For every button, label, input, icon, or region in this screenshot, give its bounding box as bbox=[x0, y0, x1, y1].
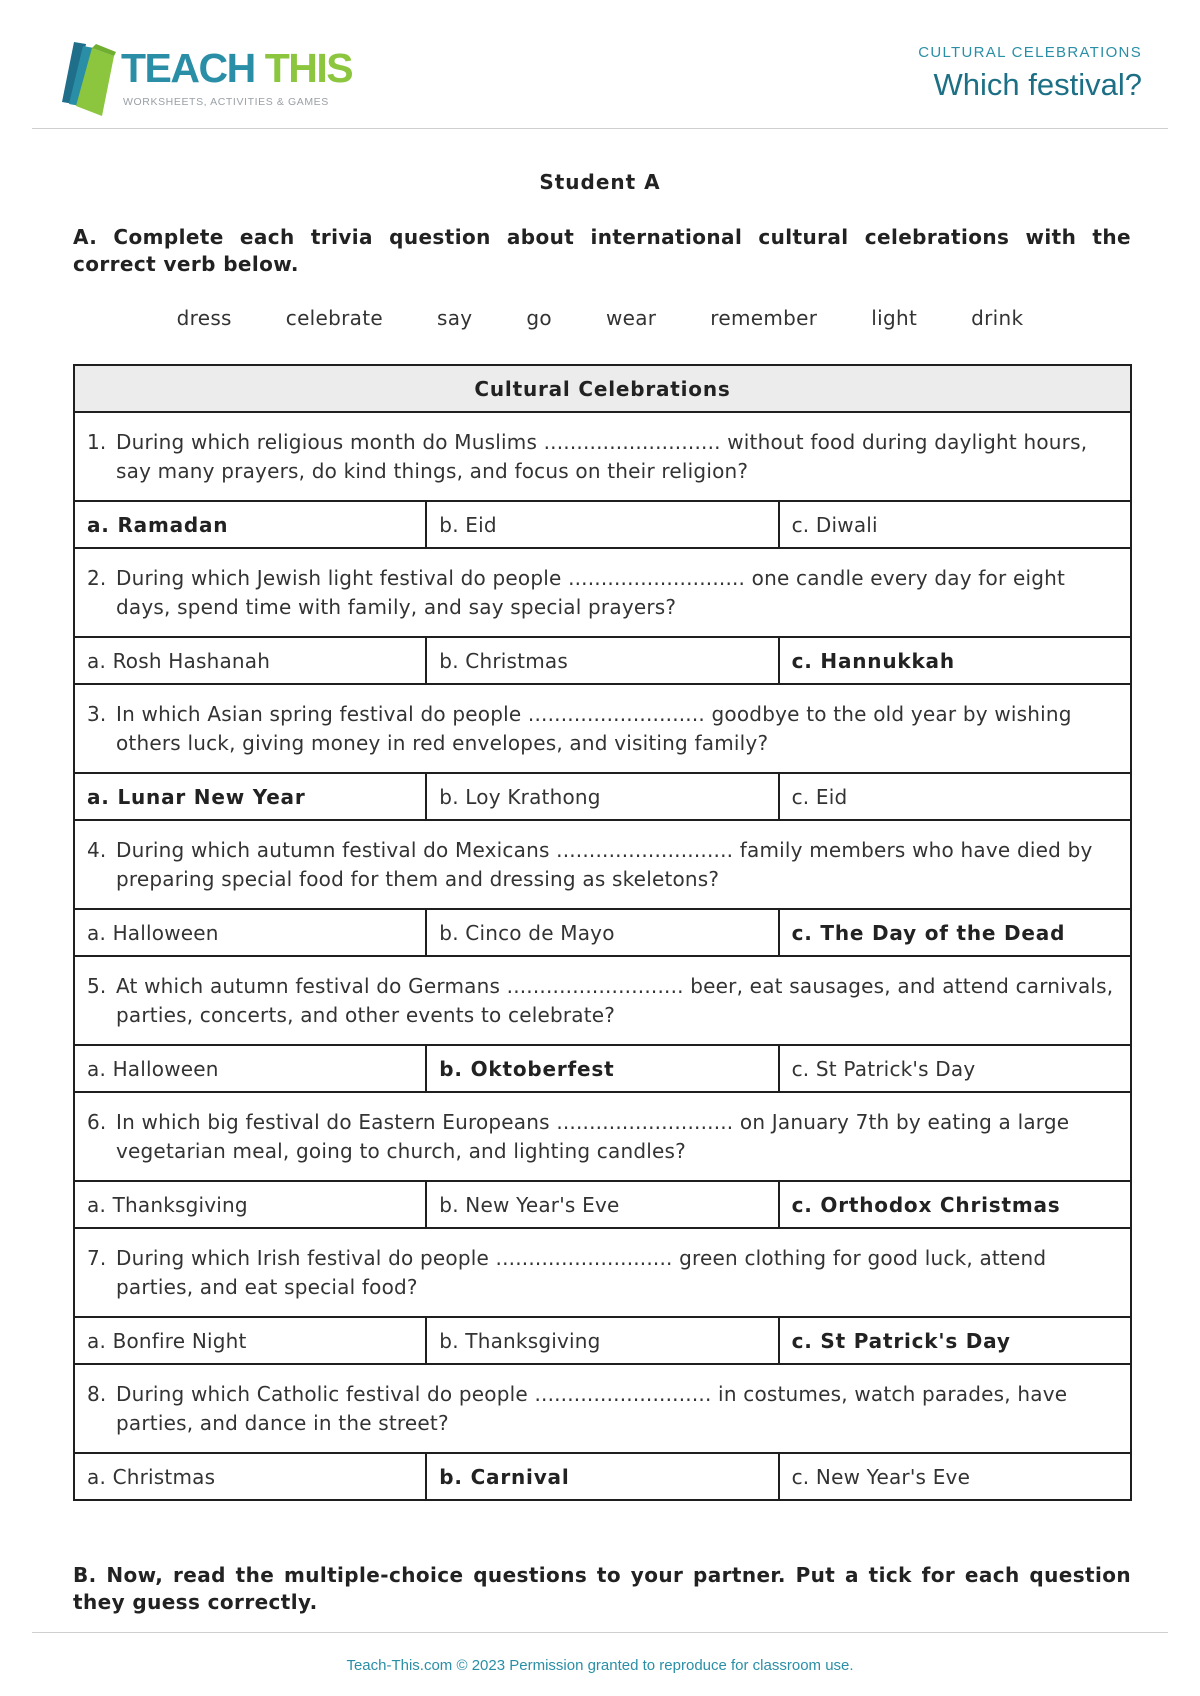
header-title-block bbox=[918, 44, 1142, 103]
book-logo-icon bbox=[56, 36, 118, 116]
answer-option-correct: b. Oktoberfest bbox=[426, 1045, 778, 1092]
answer-option: c. Eid bbox=[779, 773, 1131, 820]
options-row bbox=[74, 637, 1131, 684]
question-row bbox=[74, 684, 1131, 773]
question-text: During which autumn festival do Mexicans ........................... family members who have died by preparing special food for them and dressing as skeletons? bbox=[116, 837, 1093, 891]
teach-this-logo[interactable] bbox=[56, 36, 386, 116]
question-row bbox=[74, 1228, 1131, 1317]
options-row bbox=[74, 909, 1131, 956]
question-cell bbox=[74, 956, 1131, 1045]
question-text: At which autumn festival do Germans ........................... beer, eat sausages, and attend carnivals, parties, concerts, and other events to celebrate? bbox=[116, 973, 1114, 1027]
options-row bbox=[74, 501, 1131, 548]
answer-option: b. New Year's Eve bbox=[426, 1181, 778, 1228]
student-label: Student A bbox=[539, 170, 661, 194]
answer-option: b. Eid bbox=[426, 501, 778, 548]
question-number: 2. bbox=[87, 565, 107, 590]
answer-option: c. New Year's Eve bbox=[779, 1453, 1131, 1500]
answer-option: a. Thanksgiving bbox=[74, 1181, 426, 1228]
answer-option: a. Christmas bbox=[74, 1453, 426, 1500]
answer-option: a. Halloween bbox=[74, 1045, 426, 1092]
answer-option: a. Rosh Hashanah bbox=[74, 637, 426, 684]
question-text: During which Jewish light festival do people ........................... one candle every day for eight days, spend time with family, and say special prayers? bbox=[116, 565, 1066, 619]
question-number: 1. bbox=[87, 429, 107, 454]
options-row bbox=[74, 1045, 1131, 1092]
question-number: 3. bbox=[87, 701, 107, 726]
question-text: In which Asian spring festival do people ........................... goodbye to the old year by wishing others luck, giving money in red envelopes, and visiting family? bbox=[116, 701, 1072, 755]
logo-word-teach: TEACH bbox=[121, 45, 255, 91]
question-row bbox=[74, 412, 1131, 501]
verb-word: celebrate bbox=[285, 306, 383, 330]
logo-word-this: THIS bbox=[264, 45, 353, 91]
question-cell bbox=[74, 1092, 1131, 1181]
question-text: During which Catholic festival do people ........................... in costumes, watch parades, have parties, and dance in the street? bbox=[116, 1381, 1068, 1435]
question-row bbox=[74, 548, 1131, 637]
answer-option-correct: c. St Patrick's Day bbox=[779, 1317, 1131, 1364]
celebrations-table bbox=[73, 364, 1132, 1501]
question-cell bbox=[74, 548, 1131, 637]
page-header bbox=[32, 30, 1168, 129]
question-text: In which big festival do Eastern Europeans ........................... on January 7th by eating a large vegetarian meal, going to church, and lighting candles? bbox=[116, 1109, 1070, 1163]
answer-option-correct: c. Hannukkah bbox=[779, 637, 1131, 684]
answer-option: a. Bonfire Night bbox=[74, 1317, 426, 1364]
answer-option: b. Thanksgiving bbox=[426, 1317, 778, 1364]
question-cell bbox=[74, 1364, 1131, 1453]
question-row bbox=[74, 1092, 1131, 1181]
table-heading: Cultural Celebrations bbox=[74, 365, 1131, 412]
question-cell bbox=[74, 1228, 1131, 1317]
verb-word: drink bbox=[971, 306, 1024, 330]
options-row bbox=[74, 1181, 1131, 1228]
question-number: 8. bbox=[87, 1381, 107, 1406]
question-row bbox=[74, 820, 1131, 909]
answer-option: c. Diwali bbox=[779, 501, 1131, 548]
question-text: During which Irish festival do people ........................... green clothing for good luck, attend parties, and eat special food? bbox=[116, 1245, 1047, 1299]
options-row bbox=[74, 1317, 1131, 1364]
footer-copyright[interactable]: Teach-This.com © 2023 Permission granted to reproduce for classroom use. bbox=[346, 1657, 854, 1674]
instruction-b: B. Now, read the multiple-choice questions to your partner. Put a tick for each question they guess correctly. bbox=[73, 1563, 1131, 1614]
question-text: During which religious month do Muslims ........................... without food during daylight hours, say many prayers, do kind things, and focus on their religion? bbox=[116, 429, 1088, 483]
answer-option-correct: b. Carnival bbox=[426, 1453, 778, 1500]
question-row bbox=[74, 1364, 1131, 1453]
question-number: 4. bbox=[87, 837, 107, 862]
question-cell bbox=[74, 412, 1131, 501]
footer-divider bbox=[32, 1632, 1168, 1633]
question-number: 5. bbox=[87, 973, 107, 998]
verb-bank bbox=[0, 306, 1200, 330]
answer-option-correct: a. Ramadan bbox=[74, 501, 426, 548]
answer-option: a. Halloween bbox=[74, 909, 426, 956]
question-cell bbox=[74, 684, 1131, 773]
worksheet-title: Which festival? bbox=[933, 67, 1142, 102]
answer-option: b. Loy Krathong bbox=[426, 773, 778, 820]
verb-word: go bbox=[526, 306, 552, 330]
answer-option-correct: c. Orthodox Christmas bbox=[779, 1181, 1131, 1228]
verb-word: remember bbox=[710, 306, 818, 330]
question-row bbox=[74, 956, 1131, 1045]
answer-option-correct: a. Lunar New Year bbox=[74, 773, 426, 820]
answer-option-correct: c. The Day of the Dead bbox=[779, 909, 1131, 956]
options-row bbox=[74, 773, 1131, 820]
instruction-a: A. Complete each trivia question about international cultural celebrations with the correct verb below. bbox=[73, 225, 1131, 276]
answer-option: b. Cinco de Mayo bbox=[426, 909, 778, 956]
category-label: CULTURAL CELEBRATIONS bbox=[918, 44, 1142, 61]
question-cell bbox=[74, 820, 1131, 909]
question-number: 7. bbox=[87, 1245, 107, 1270]
answer-option: c. St Patrick's Day bbox=[779, 1045, 1131, 1092]
logo-wordmark bbox=[121, 45, 353, 91]
verb-word: wear bbox=[605, 306, 657, 330]
question-number: 6. bbox=[87, 1109, 107, 1134]
verb-word: dress bbox=[176, 306, 232, 330]
verb-word: say bbox=[436, 306, 473, 330]
options-row bbox=[74, 1453, 1131, 1500]
answer-option: b. Christmas bbox=[426, 637, 778, 684]
verb-word: light bbox=[871, 306, 918, 330]
logo-tagline: WORKSHEETS, ACTIVITIES & GAMES bbox=[123, 96, 329, 108]
